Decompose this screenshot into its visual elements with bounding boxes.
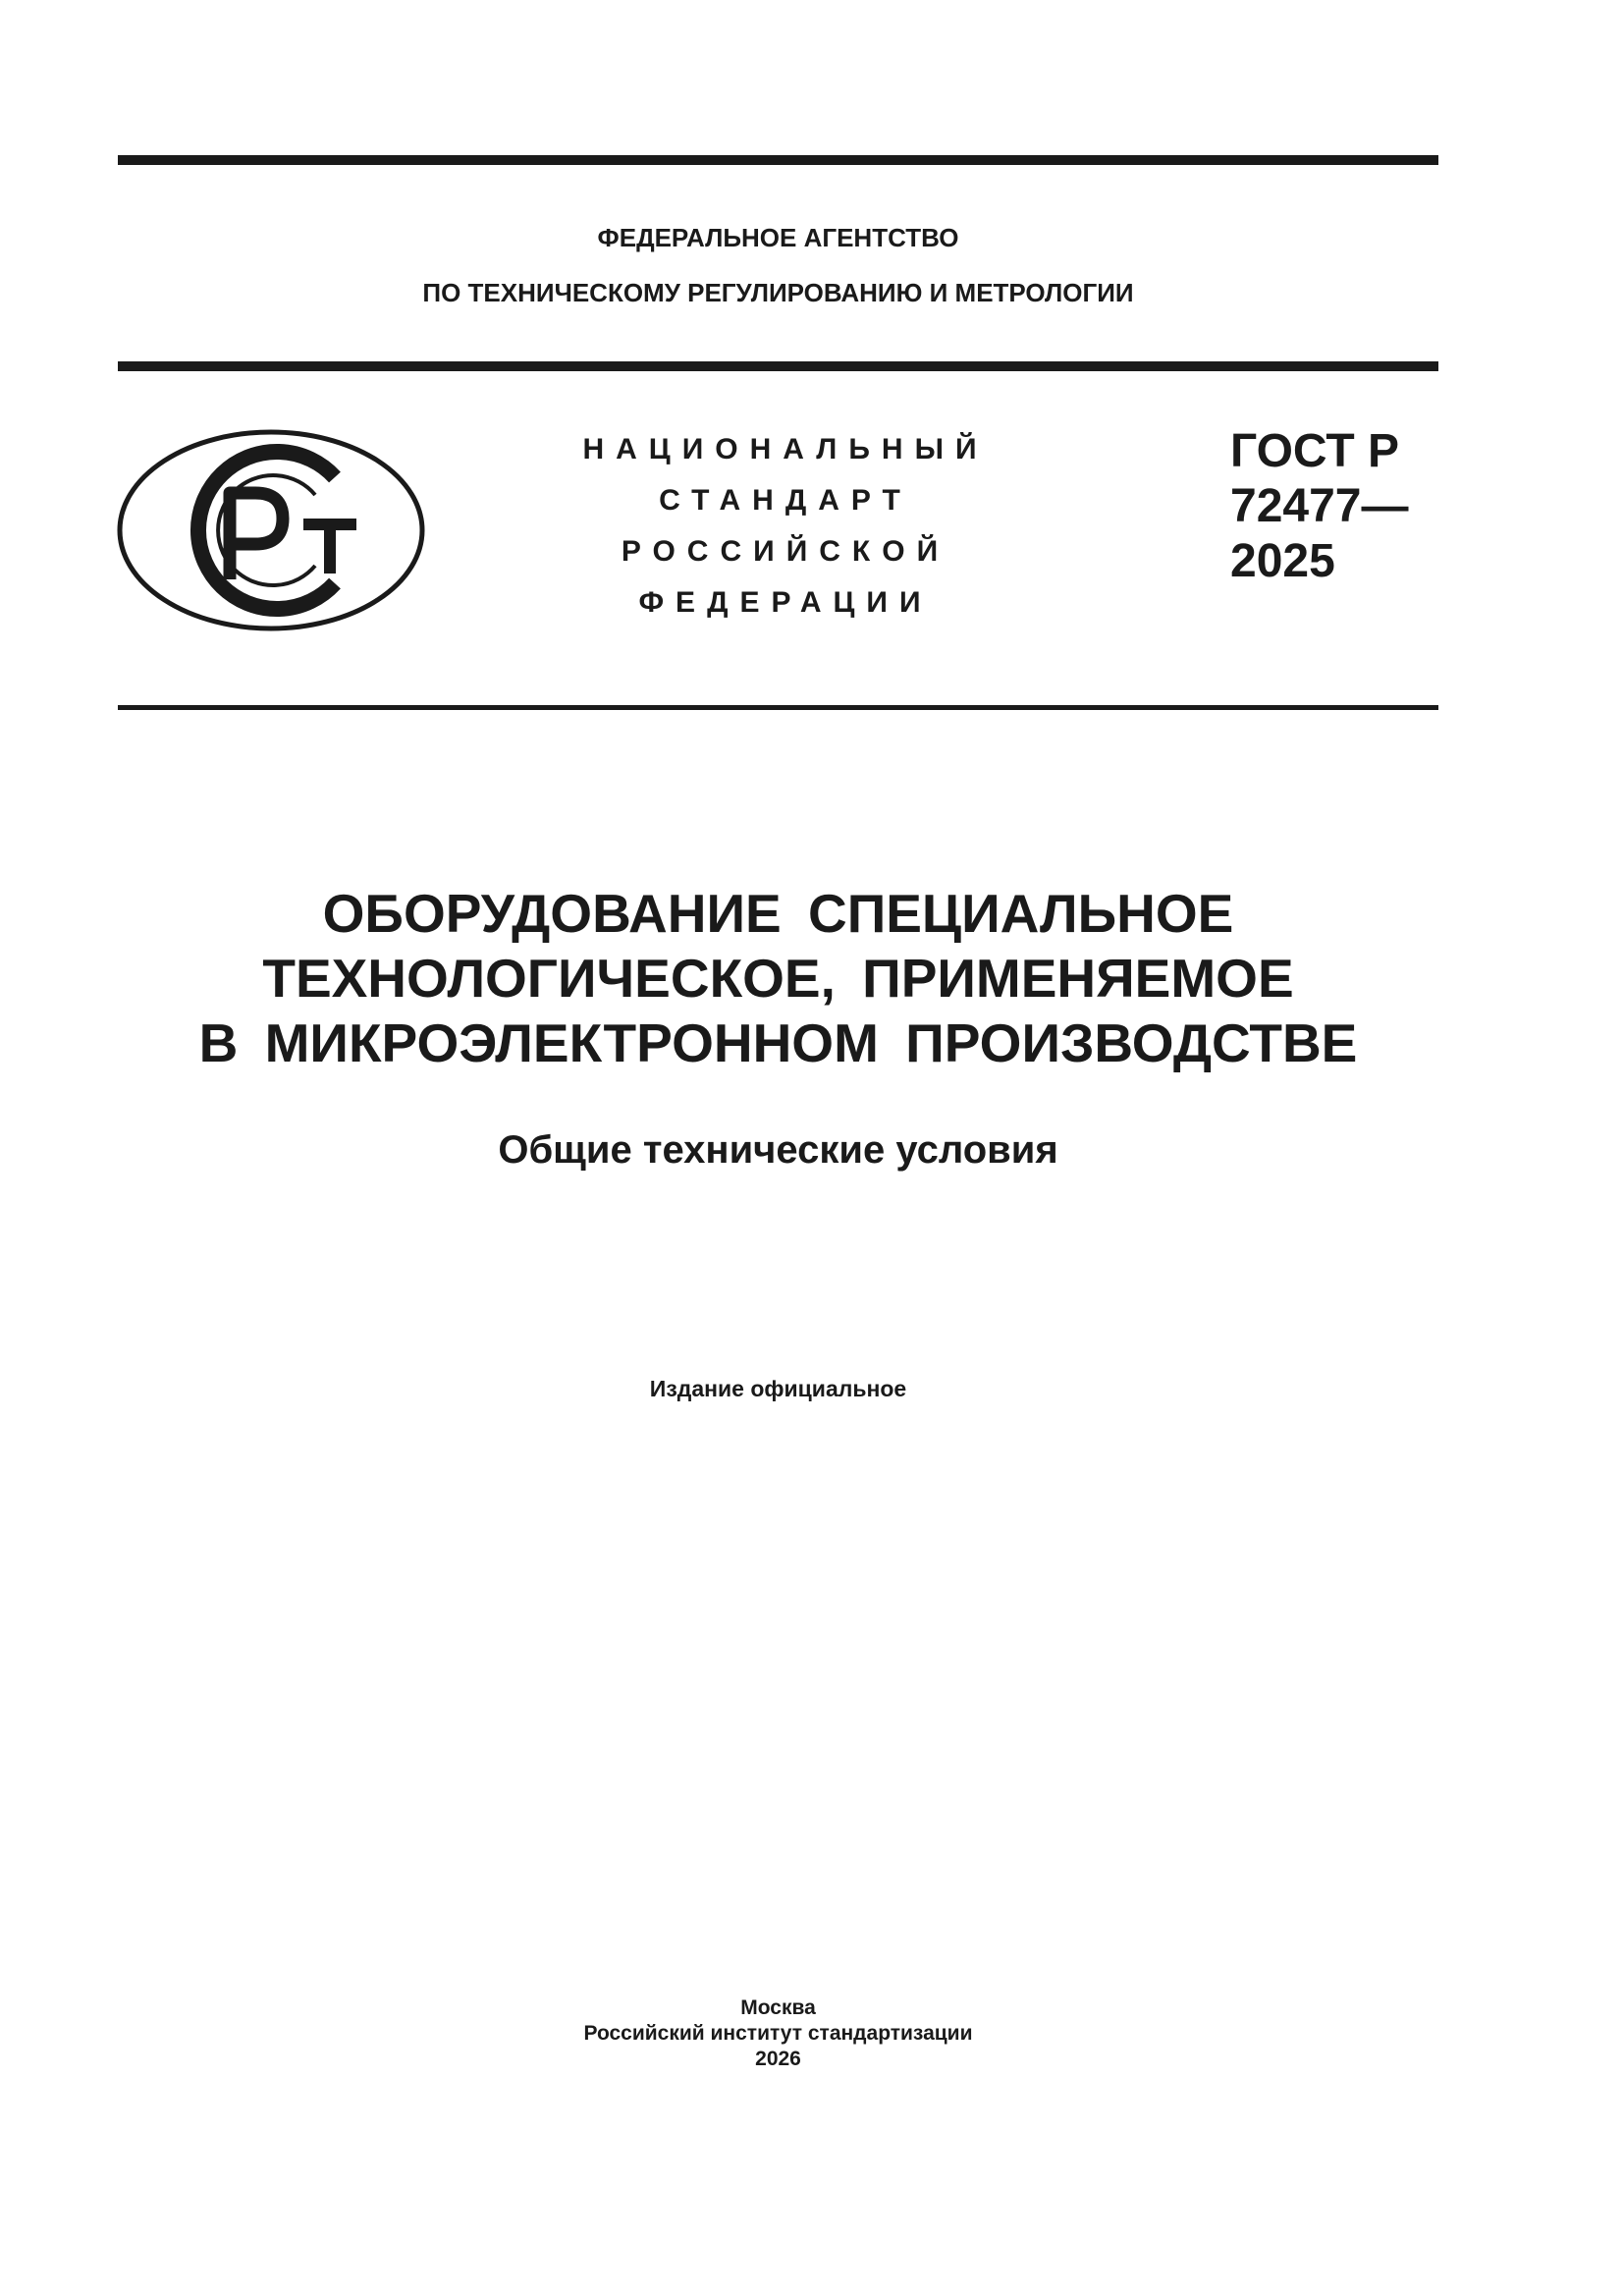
- designation-line-2: 72477—: [1230, 480, 1409, 532]
- agency-name-line-2: ПО ТЕХНИЧЕСКОМУ РЕГУЛИРОВАНИЮ И МЕТРОЛОГИИ: [422, 278, 1134, 307]
- national-standard-line: ФЕДЕРАЦИИ: [638, 586, 933, 619]
- document-title: [118, 881, 1438, 1075]
- national-standard-line: НАЦИОНАЛЬНЫЙ: [582, 433, 989, 465]
- standard-designation: [1230, 424, 1408, 589]
- national-standard-line: СТАНДАРТ: [659, 484, 912, 517]
- title-line-3: В МИКРОЭЛЕКТРОННОМ ПРОИЗВОДСТВЕ: [198, 1012, 1358, 1073]
- designation-line-1: ГОСТ Р: [1230, 425, 1400, 477]
- designation-line-3: 2025: [1230, 535, 1335, 587]
- imprint: [118, 1995, 1438, 2072]
- section-rule: [118, 705, 1438, 710]
- national-standard-line: РОССИЙСКОЙ: [621, 535, 950, 568]
- edition-note: Издание официальное: [649, 1376, 907, 1401]
- document-subtitle: Общие технические условия: [498, 1128, 1058, 1172]
- imprint-publisher: Российский институт стандартизации: [583, 2022, 973, 2045]
- imprint-year: 2026: [755, 2048, 801, 2070]
- title-line-1: ОБОРУДОВАНИЕ СПЕЦИАЛЬНОЕ: [322, 883, 1234, 944]
- title-line-2: ТЕХНОЛОГИЧЕСКОЕ, ПРИМЕНЯЕМОЕ: [262, 948, 1294, 1009]
- header-rule: [118, 361, 1438, 371]
- imprint-city: Москва: [740, 1996, 816, 2019]
- agency-name-line-1: ФЕДЕРАЛЬНОЕ АГЕНТСТВО: [597, 223, 959, 252]
- gost-r-certification-mark-icon: [114, 426, 430, 634]
- national-standard-label: [530, 424, 1041, 629]
- top-rule: [118, 155, 1438, 165]
